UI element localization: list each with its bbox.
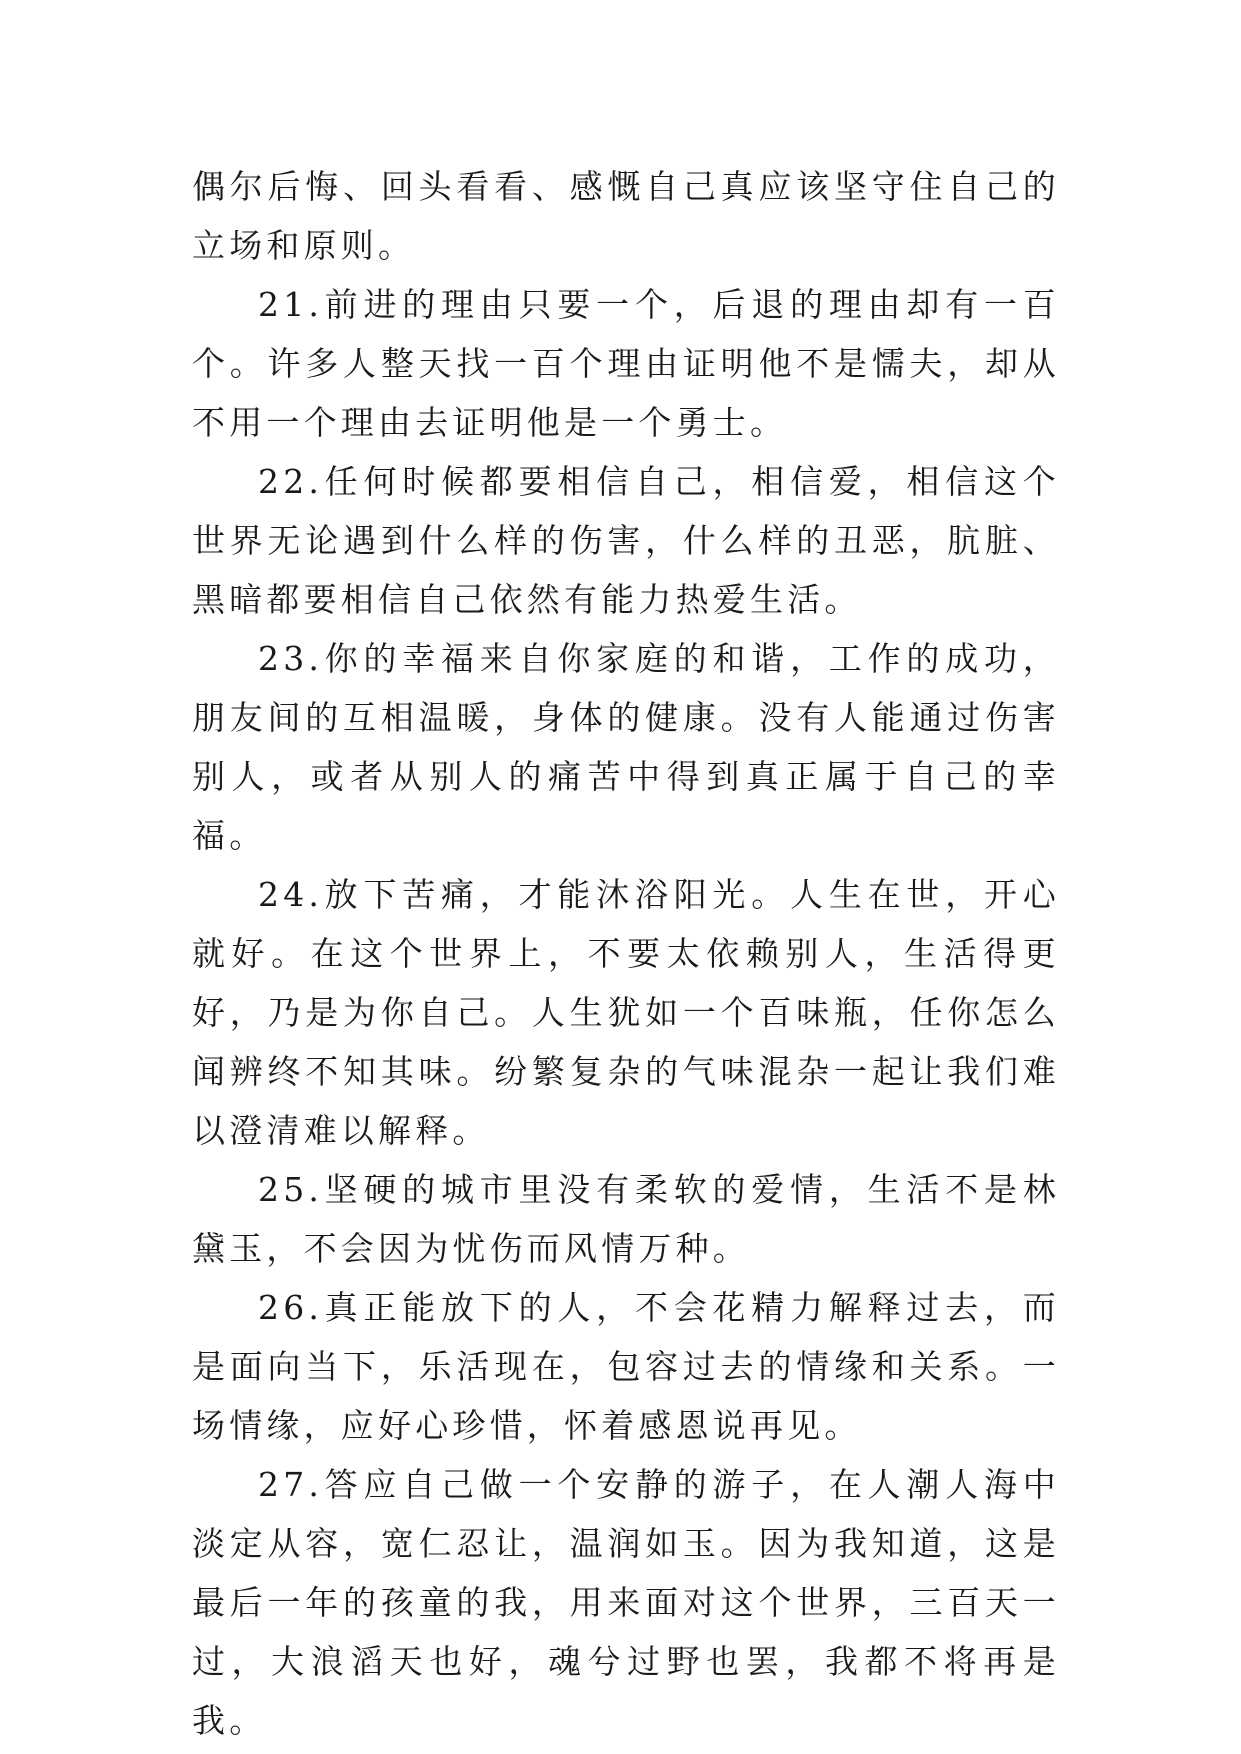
- document-body: [192, 157, 1060, 1750]
- paragraph-23: 23.你的幸福来自你家庭的和谐，工作的成功，朋友间的互相温暖，身体的健康。没有人能通过伤害别人，或者从别人的痛苦中得到真正属于自己的幸福。: [192, 639, 1060, 855]
- paragraph-24: 24.放下苦痛，才能沐浴阳光。人生在世，开心就好。在这个世界上，不要太依赖别人，生活得更好，乃是为你自己。人生犹如一个百味瓶，任你怎么闻辨终不知其味。纷繁复杂的气味混杂一起让我们难以澄清难以解释。: [192, 875, 1060, 1150]
- paragraph-22: 22.任何时候都要相信自己，相信爱，相信这个世界无论遇到什么样的伤害，什么样的丑恶，肮脏、黑暗都要相信自己依然有能力热爱生活。: [192, 462, 1060, 619]
- paragraph-27: 27.答应自己做一个安静的游子，在人潮人海中淡定从容，宽仁忍让，温润如玉。因为我知道，这是最后一年的孩童的我，用来面对这个世界，三百天一过，大浪滔天也好，魂兮过野也罢，我都不将再是我。: [192, 1465, 1060, 1740]
- paragraph-26: 26.真正能放下的人，不会花精力解释过去，而是面向当下，乐活现在，包容过去的情缘和关系。一场情缘，应好心珍惜，怀着感恩说再见。: [192, 1288, 1060, 1445]
- paragraph-continuation: 偶尔后悔、回头看看、感慨自己真应该坚守住自己的立场和原则。: [192, 167, 1060, 265]
- paragraph-25: 25.坚硬的城市里没有柔软的爱情，生活不是林黛玉，不会因为忧伤而风情万种。: [192, 1170, 1060, 1268]
- paragraph-21: 21.前进的理由只要一个，后退的理由却有一百个。许多人整天找一百个理由证明他不是懦夫，却从不用一个理由去证明他是一个勇士。: [192, 285, 1060, 442]
